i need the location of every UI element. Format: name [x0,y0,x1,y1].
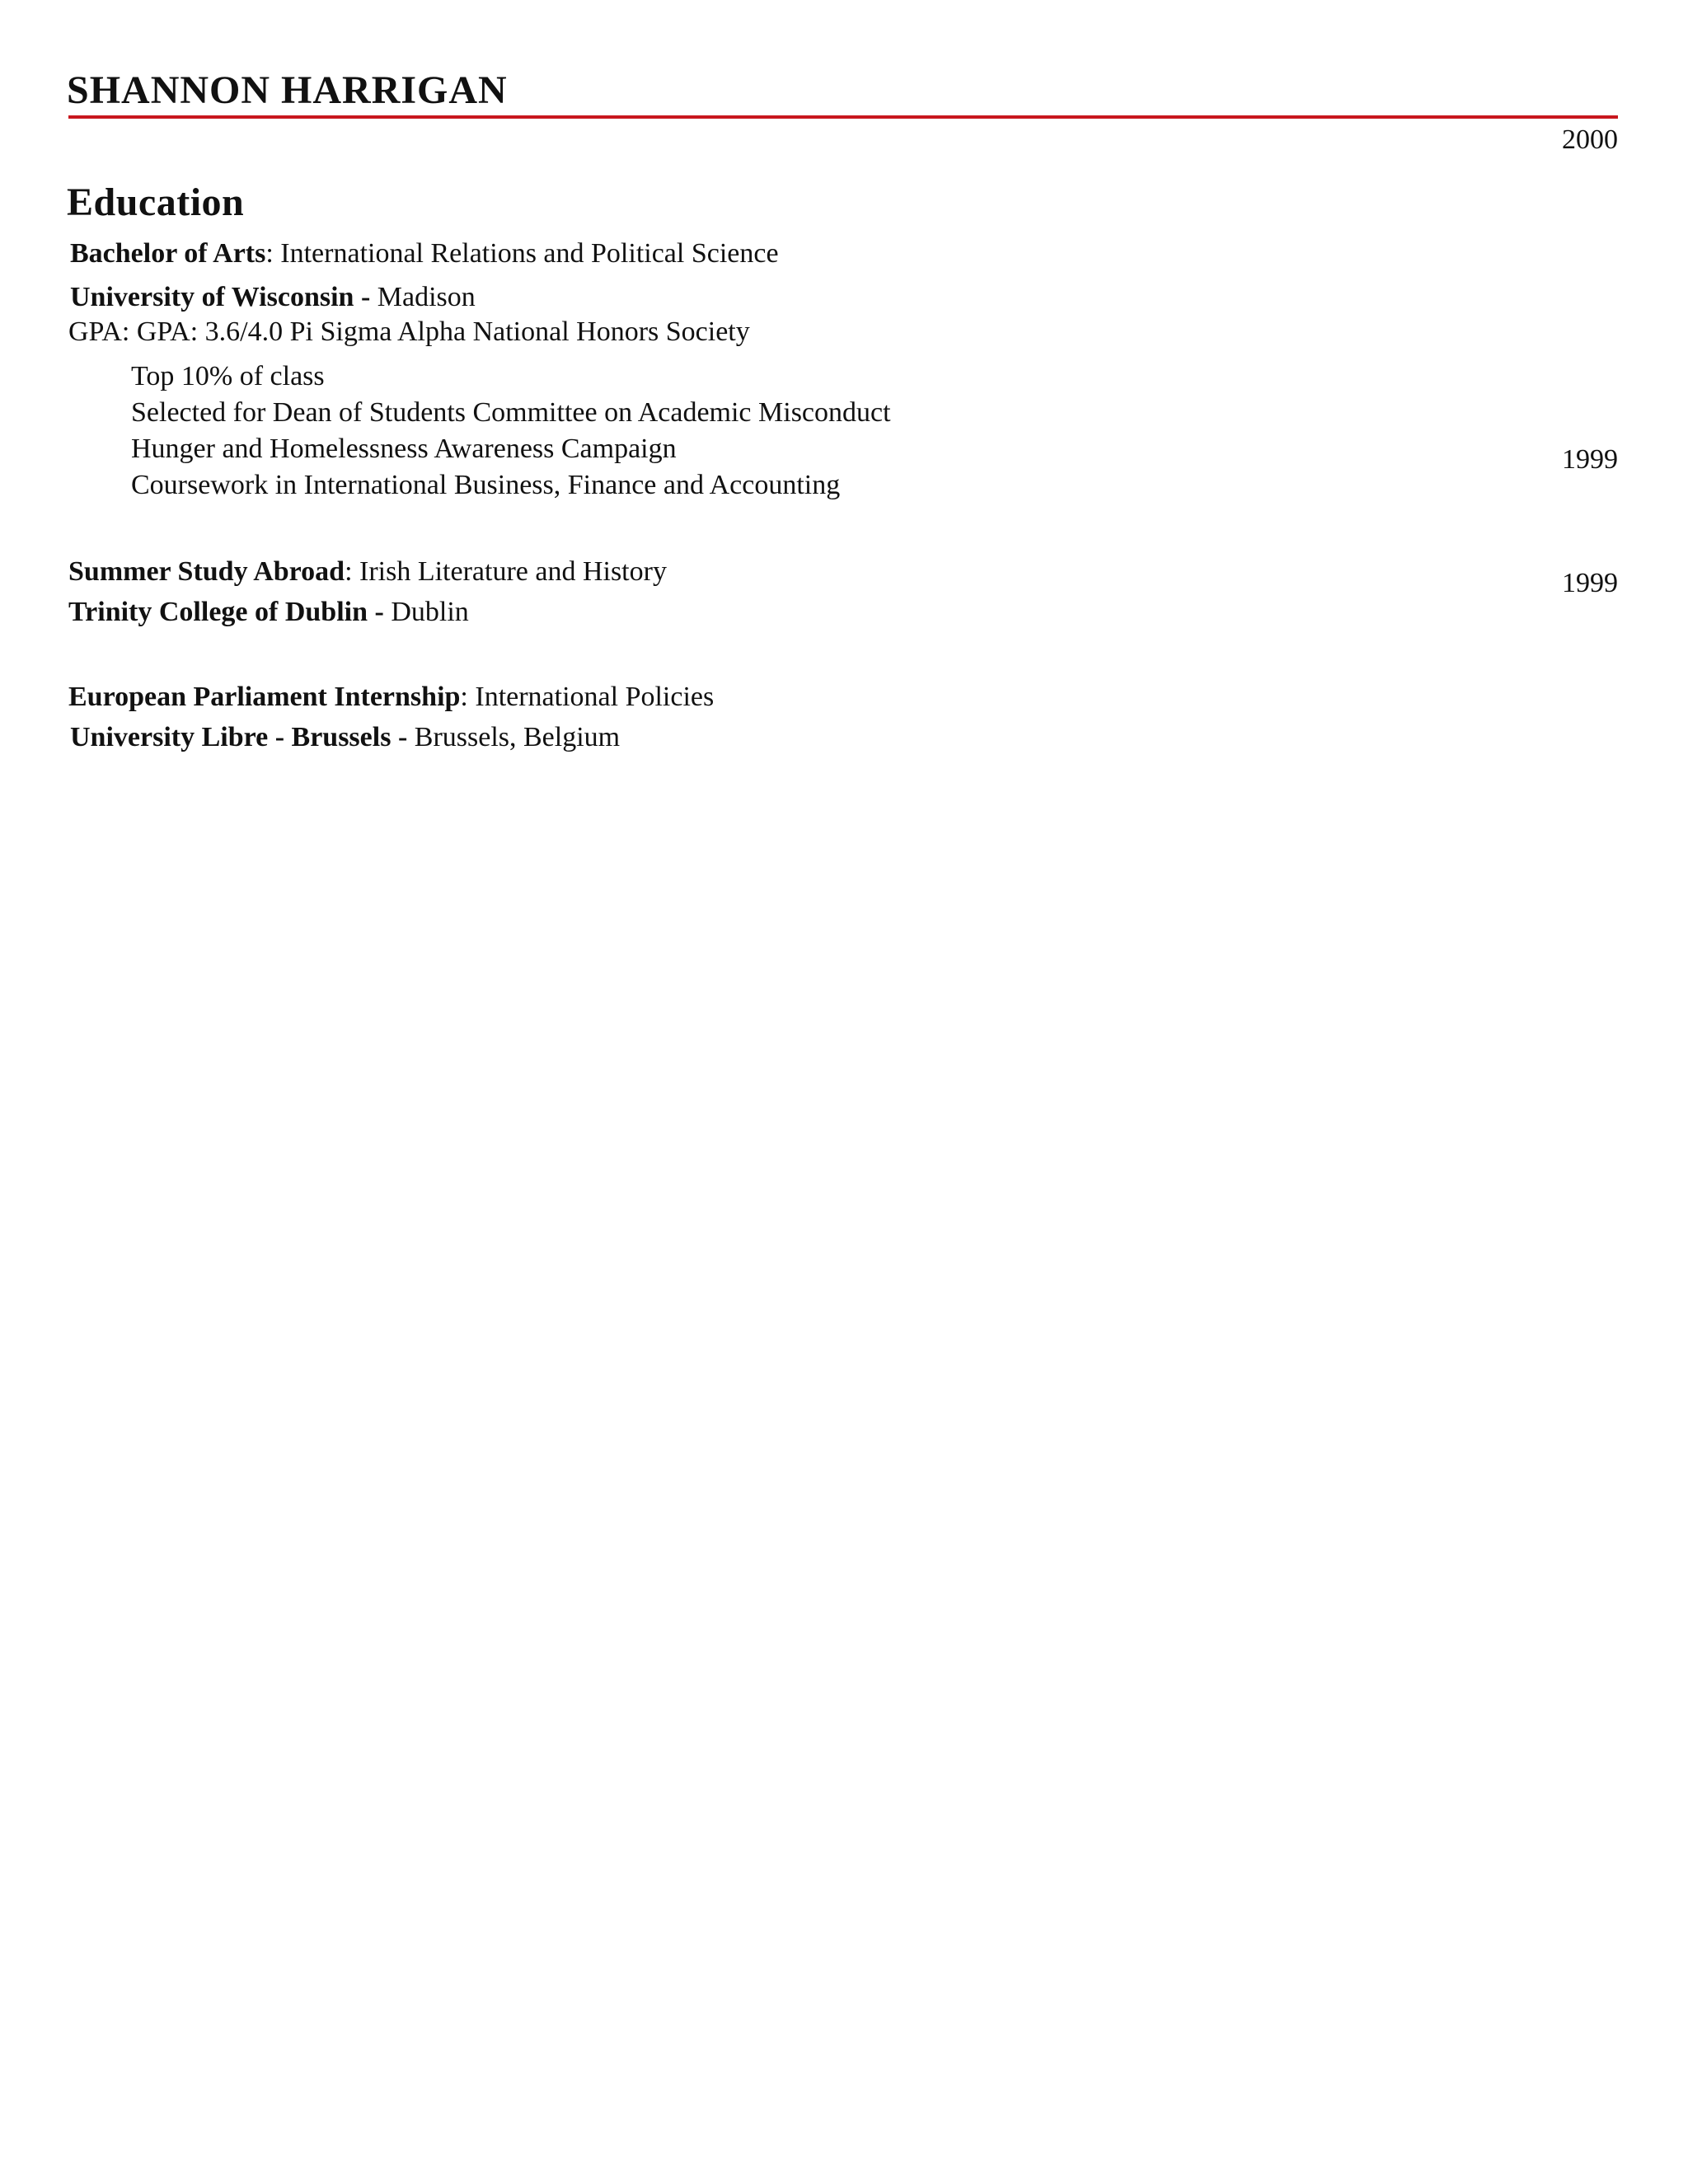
entry-date: 1999 [1562,568,1618,598]
gpa-line: GPA: GPA: 3.6/4.0 Pi Sigma Alpha National Honors Society [68,316,750,347]
school-name: Trinity College of Dublin [68,597,368,627]
degree-field: : International Policies [460,682,715,712]
resume-name: SHANNON HARRIGAN [67,68,508,112]
section-title-education: Education [67,180,245,224]
school-line [68,596,469,629]
detail-item: Coursework in International Business, Finance and Accounting [131,470,841,500]
school-name: University of Wisconsin [70,282,354,312]
degree-field: : Irish Literature and History [345,556,667,587]
school-location: Madison [377,282,476,312]
location-separator: - [354,282,377,312]
degree-title: Bachelor of Arts [70,238,266,269]
school-line [70,721,620,754]
school-location: Brussels, Belgium [414,722,621,752]
degree-line [68,681,714,714]
degree-field: : International Relations and Political Science [265,238,779,269]
school-name: University Libre - Brussels [70,722,392,752]
location-separator: - [368,597,392,627]
degree-line [68,555,667,588]
degree-title: European Parliament Internship [68,682,461,712]
detail-item: Hunger and Homelessness Awareness Campaign [131,434,677,464]
school-location: Dublin [391,597,469,627]
header-divider [68,115,1618,119]
entry-date: 1999 [1562,444,1618,475]
location-separator: - [391,722,415,752]
degree-line [70,237,779,270]
entry-date: 2000 [1562,124,1618,155]
detail-item: Selected for Dean of Students Committee on Academic Misconduct [131,397,891,428]
school-line [70,281,476,314]
degree-title: Summer Study Abroad [68,556,345,587]
detail-item: Top 10% of class [131,361,325,391]
